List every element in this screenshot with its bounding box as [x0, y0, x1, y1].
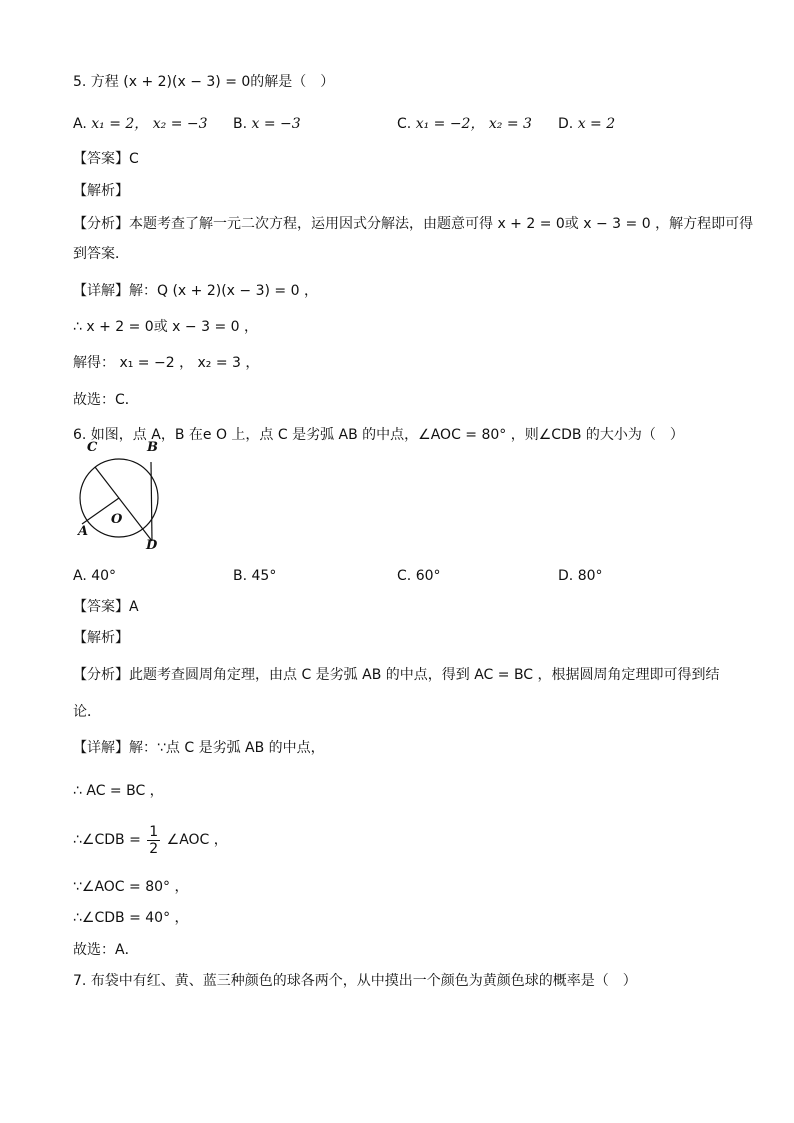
q6-analysis-heading: 【解析】 [73, 630, 129, 646]
option-label: A. [73, 568, 87, 584]
q6-option-d [558, 566, 603, 586]
fraction-one-half [147, 824, 160, 857]
option-text: 60° [415, 568, 441, 584]
q6-stem: 6. 如图，点 A，B 在e O 上，点 C 是劣弧 AB 的中点，∠AOC = 80° ，则∠CDB 的大小为（ ） [73, 427, 684, 443]
q6-answer: 【答案】A [73, 599, 139, 615]
option-text: 45° [251, 568, 277, 584]
q6-detail-line-4: ∵∠AOC = 80° ， [73, 879, 189, 895]
option-text: x₁ = 2， x₂ = −3 [91, 116, 208, 132]
label-a: A [78, 524, 89, 539]
label-b: B [147, 440, 158, 455]
q7-stem: 7. 布袋中有红、黄、蓝三种颜色的球各两个，从中摸出一个颜色为黄颜色球的概率是（ ） [73, 973, 637, 989]
detail-pre: ∴∠CDB = [73, 832, 141, 848]
option-label: D. [558, 116, 574, 132]
q5-detail-line-1: 【详解】解：Q (x + 2)(x − 3) = 0 ， [73, 283, 318, 299]
fraction-denominator: 2 [149, 840, 159, 857]
q5-option-c [397, 114, 532, 134]
q5-analysis-line-1: 【分析】本题考查了解一元二次方程，运用因式分解法，由题意可得 x + 2 = 0或 x − 3 = 0 ，解方程即可得 [73, 216, 754, 232]
option-text: x₁ = −2， x₂ = 3 [415, 116, 532, 132]
label-o: O [111, 512, 123, 527]
q6-detail-line-3 [73, 822, 228, 858]
option-text: 40° [91, 568, 117, 584]
q6-analysis-line-2: 论． [73, 704, 101, 720]
option-label: B. [233, 568, 248, 584]
option-label: A. [73, 116, 87, 132]
q5-option-d [558, 114, 615, 134]
option-label: B. [233, 116, 248, 132]
option-label: C. [397, 116, 412, 132]
option-text: x = 2 [577, 116, 616, 132]
q6-detail-line-6: 故选：A． [73, 942, 139, 958]
q5-option-b [233, 114, 301, 134]
fraction-numerator: 1 [149, 823, 159, 840]
option-text: x = −3 [251, 116, 301, 132]
option-label: D. [558, 568, 574, 584]
q6-option-b [233, 566, 276, 586]
q6-detail-line-5: ∴∠CDB = 40° ， [73, 910, 189, 926]
circle-figure [73, 435, 173, 550]
q5-detail-line-2: ∴ x + 2 = 0或 x − 3 = 0 ， [73, 319, 258, 335]
q6-option-c [397, 566, 441, 586]
q5-stem: 5. 方程 (x + 2)(x − 3) = 0的解是（ ） [73, 74, 335, 90]
q6-analysis-line-1: 【分析】此题考查圆周角定理，由点 C 是劣弧 AB 的中点，得到 AC = BC ，根据圆周角定理即可得到结 [73, 667, 720, 683]
q5-detail-line-3: 解得： x₁ = −2 ， x₂ = 3 ， [73, 355, 260, 371]
label-d: D [146, 538, 158, 550]
detail-post: ∠AOC ， [166, 832, 228, 848]
chord-cd [95, 467, 152, 541]
q6-option-a [73, 566, 116, 586]
q5-analysis-line-2: 到答案． [73, 246, 129, 262]
q5-option-a [73, 114, 208, 134]
q5-detail-line-4: 故选：C． [73, 392, 139, 408]
q5-analysis-heading: 【解析】 [73, 183, 129, 199]
chord-bd [151, 462, 152, 541]
option-text: 80° [577, 568, 603, 584]
option-label: C. [397, 568, 412, 584]
label-c: C [87, 440, 98, 455]
q6-detail-line-1: 【详解】解：∵点 C 是劣弧 AB 的中点， [73, 740, 325, 756]
q6-detail-line-2: ∴ AC = BC ， [73, 783, 164, 799]
q5-answer: 【答案】C [73, 151, 139, 167]
